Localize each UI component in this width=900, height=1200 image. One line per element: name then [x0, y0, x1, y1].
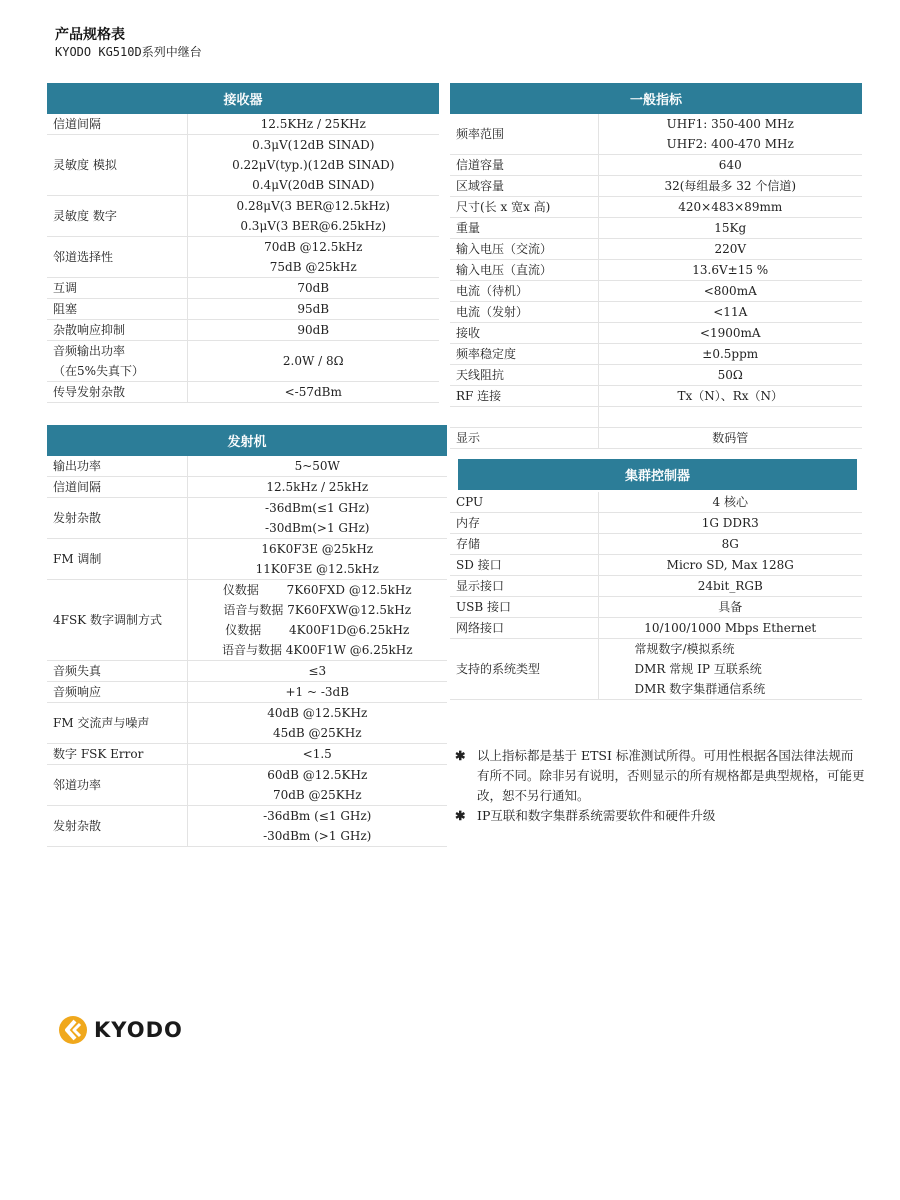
spec-label-line: 输出功率 [53, 459, 102, 473]
spec-label [47, 539, 187, 580]
spec-label-line: 电流（待机） [456, 284, 529, 298]
spec-label [450, 576, 598, 597]
receiver-table [47, 114, 439, 403]
spec-label-line: （在5%失真下） [53, 364, 145, 378]
spec-value-line: 12.5KHz / 25KHz [260, 117, 366, 131]
spec-value [187, 341, 439, 382]
spec-label-line: CPU [456, 495, 484, 509]
document-title: 产品规格表 [55, 27, 125, 43]
spec-row [47, 703, 447, 744]
spec-row [450, 618, 862, 639]
spec-label-line [456, 407, 592, 427]
cluster-table [450, 492, 862, 700]
spec-value-line: 45dB @25KHz [272, 726, 362, 740]
spec-label-line: 输入电压（直流） [456, 263, 553, 277]
spec-label [47, 765, 187, 806]
spec-label-line: 显示 [456, 431, 481, 445]
spec-label-line: 电流（发射） [456, 305, 529, 319]
spec-value [598, 365, 862, 386]
spec-value-line: 95dB [297, 302, 330, 316]
kyodo-logo-text: KYODO [94, 1018, 183, 1042]
spec-row [450, 513, 862, 534]
spec-value [598, 639, 862, 700]
spec-label [450, 114, 598, 155]
spec-value [598, 407, 862, 428]
spec-value-line: 常规数字/模拟系统 [634, 642, 735, 656]
spec-value-line: 0.3μV(12dB SINAD) [252, 138, 375, 152]
spec-value-line: 0.28μV(3 BER@12.5kHz) [236, 199, 390, 213]
spec-value [598, 302, 862, 323]
spec-value-line: Micro SD, Max 128G [666, 558, 794, 572]
spec-row [450, 365, 862, 386]
spec-label [47, 341, 187, 382]
spec-value [598, 176, 862, 197]
spec-value-line: <1.5 [302, 747, 332, 761]
transmitter-table [47, 456, 447, 847]
spec-value [187, 744, 447, 765]
spec-label [450, 492, 598, 513]
spec-value [187, 299, 439, 320]
spec-value [187, 114, 439, 135]
spec-row [47, 539, 447, 580]
spec-label-line: 信道间隔 [53, 480, 102, 494]
spec-label [47, 498, 187, 539]
spec-value-line: Tx（N）、Rx（N） [677, 389, 784, 403]
spec-value-line: 4 核心 [712, 495, 748, 509]
spec-row [450, 114, 862, 155]
spec-row [450, 555, 862, 576]
spec-value-line: 24bit_RGB [697, 579, 763, 593]
spec-row [47, 498, 447, 539]
spec-value [598, 197, 862, 218]
spec-row [450, 218, 862, 239]
spec-value-line: 0.4μV(20dB SINAD) [252, 178, 375, 192]
spec-row [450, 407, 862, 428]
spec-value-line [605, 407, 857, 427]
spec-value [187, 765, 447, 806]
spec-label [47, 806, 187, 847]
spec-value-line: 50Ω [717, 368, 743, 382]
spec-value [598, 114, 862, 155]
general-panel [450, 83, 862, 449]
spec-label [47, 320, 187, 341]
spec-value-line: 仪数据 7K60FXD @12.5kHz [222, 583, 412, 597]
spec-value [598, 576, 862, 597]
spec-value-line: -30dBm (>1 GHz) [263, 829, 372, 843]
spec-row [450, 492, 862, 513]
asterisk-icon: ✱ [455, 748, 466, 763]
spec-value [598, 428, 862, 449]
spec-value [187, 135, 439, 196]
spec-value [598, 618, 862, 639]
spec-label [450, 639, 598, 700]
kyodo-logo [58, 1015, 183, 1045]
spec-value-line: 13.6V±15 % [692, 263, 769, 277]
spec-value-line: 语音与数据 7K60FXW@12.5kHz [223, 603, 412, 617]
spec-label [47, 135, 187, 196]
spec-label-line: 互调 [53, 281, 78, 295]
spec-label [47, 477, 187, 498]
spec-value-line: 0.3μV(3 BER@6.25kHz) [240, 219, 387, 233]
spec-row [47, 278, 439, 299]
spec-label-line: 数字 FSK Error [53, 747, 144, 761]
spec-label-line: 发射杂散 [53, 819, 102, 833]
general-table [450, 114, 862, 449]
footnotes [455, 746, 865, 826]
kyodo-logo-icon [58, 1015, 88, 1045]
footnote-item [455, 806, 865, 826]
spec-label-line: 阻塞 [53, 302, 78, 316]
spec-row [47, 744, 447, 765]
spec-label-line: 支持的系统类型 [456, 662, 541, 676]
spec-label-line: 4FSK 数字调制方式 [53, 613, 162, 627]
spec-value [187, 382, 439, 403]
spec-value-line: 11K0F3E @12.5kHz [255, 562, 379, 576]
spec-label [450, 344, 598, 365]
spec-label [450, 302, 598, 323]
spec-label-line: 邻道选择性 [53, 250, 114, 264]
spec-label-line: 音频响应 [53, 685, 102, 699]
spec-label [450, 407, 598, 428]
spec-row [47, 135, 439, 196]
spec-value-line: <800mA [703, 284, 757, 298]
spec-value-line: DMR 常规 IP 互联系统 [634, 662, 762, 676]
spec-label-line: 重量 [456, 221, 481, 235]
spec-value-line: UHF2: 400-470 MHz [666, 137, 794, 151]
spec-value-line: 数码管 [712, 431, 749, 445]
spec-label [450, 260, 598, 281]
spec-value [598, 218, 862, 239]
spec-label-line: 信道容量 [456, 158, 505, 172]
spec-label-line: 发射杂散 [53, 511, 102, 525]
spec-row [450, 260, 862, 281]
spec-row [450, 534, 862, 555]
spec-row [450, 155, 862, 176]
spec-label [450, 281, 598, 302]
spec-value-line: UHF1: 350-400 MHz [666, 117, 794, 131]
spec-label-line: RF 连接 [456, 389, 502, 403]
spec-value-line: <11A [713, 305, 748, 319]
spec-row [450, 323, 862, 344]
spec-value [187, 237, 439, 278]
spec-label [47, 196, 187, 237]
spec-row [450, 302, 862, 323]
spec-value-line: 70dB [297, 281, 330, 295]
spec-label [47, 703, 187, 744]
spec-row [450, 197, 862, 218]
spec-value-line: 90dB [297, 323, 330, 337]
spec-row [47, 661, 447, 682]
spec-value [598, 281, 862, 302]
spec-value [598, 555, 862, 576]
spec-label [450, 176, 598, 197]
spec-value [187, 682, 447, 703]
spec-label [47, 661, 187, 682]
spec-label-line: 显示接口 [456, 579, 505, 593]
spec-label-line: 存储 [456, 537, 481, 551]
spec-value [598, 239, 862, 260]
spec-value-line: 15Kg [714, 221, 747, 235]
receiver-panel [47, 83, 439, 403]
spec-label [47, 299, 187, 320]
spec-label [450, 323, 598, 344]
spec-value [598, 344, 862, 365]
spec-value-line: 10/100/1000 Mbps Ethernet [644, 621, 817, 635]
spec-value-line: 仪数据 4K00F1D@6.25kHz [225, 623, 410, 637]
spec-value-line: 420×483×89mm [678, 200, 783, 214]
spec-value-line: +1 ~ -3dB [285, 685, 350, 699]
cluster-panel [450, 459, 862, 700]
spec-value [598, 597, 862, 618]
spec-value [598, 323, 862, 344]
spec-label [450, 618, 598, 639]
spec-value-line: 70dB @25KHz [272, 788, 362, 802]
spec-value-line: 具备 [718, 600, 743, 614]
spec-row [47, 341, 439, 382]
general-header: 一般指标 [450, 83, 862, 114]
spec-row [47, 580, 447, 661]
spec-value-line: 语音与数据 4K00F1W @6.25kHz [221, 643, 413, 657]
spec-value [187, 456, 447, 477]
spec-row [47, 806, 447, 847]
spec-label-line: 灵敏度 数字 [53, 209, 117, 223]
spec-label [47, 744, 187, 765]
spec-row [450, 344, 862, 365]
spec-label-line: 信道间隔 [53, 117, 102, 131]
spec-value-line: 5~50W [294, 459, 340, 473]
spec-row [450, 239, 862, 260]
spec-label-line: 传导发射杂散 [53, 385, 126, 399]
spec-label [450, 155, 598, 176]
spec-row [450, 597, 862, 618]
footnote-text: IP互联和数字集群系统需要软件和硬件升级 [477, 808, 716, 823]
cluster-header: 集群控制器 [458, 459, 857, 490]
spec-label-line: 区域容量 [456, 179, 505, 193]
spec-row [450, 281, 862, 302]
spec-value [187, 498, 447, 539]
spec-value [187, 661, 447, 682]
spec-label [450, 386, 598, 407]
spec-value-line: DMR 数字集群通信系统 [634, 682, 766, 696]
spec-value-line: 0.22μV(typ.)(12dB SINAD) [232, 158, 395, 172]
spec-label [450, 197, 598, 218]
spec-value [187, 477, 447, 498]
spec-row [450, 639, 862, 700]
spec-label-line: 输入电压（交流） [456, 242, 553, 256]
spec-value [598, 155, 862, 176]
spec-row [450, 386, 862, 407]
spec-label [450, 597, 598, 618]
spec-label-line: 灵敏度 模拟 [53, 158, 117, 172]
spec-value-line: 75dB @25kHz [269, 260, 357, 274]
spec-row [47, 114, 439, 135]
spec-label [47, 278, 187, 299]
spec-value-line: ≤3 [308, 664, 327, 678]
spec-row [47, 196, 439, 237]
spec-label-line: 音频输出功率 [53, 344, 126, 358]
spec-label-line: FM 调制 [53, 552, 102, 566]
spec-row [450, 576, 862, 597]
spec-value [187, 806, 447, 847]
spec-label-line: 天线阻抗 [456, 368, 505, 382]
spec-label [47, 580, 187, 661]
spec-label [450, 555, 598, 576]
spec-row [47, 237, 439, 278]
spec-label-line: 接收 [456, 326, 481, 340]
spec-row [47, 765, 447, 806]
spec-value [187, 539, 447, 580]
spec-row [47, 682, 447, 703]
spec-value-line: 70dB @12.5kHz [264, 240, 363, 254]
footnote-item [455, 746, 865, 806]
spec-label [47, 114, 187, 135]
spec-label [450, 534, 598, 555]
spec-row [47, 299, 439, 320]
spec-row [450, 428, 862, 449]
spec-row [47, 382, 439, 403]
spec-label-line: 内存 [456, 516, 481, 530]
spec-value-line: 8G [721, 537, 739, 551]
spec-value-line: <-57dBm [284, 385, 342, 399]
spec-label-line: 杂散响应抑制 [53, 323, 126, 337]
spec-row [47, 320, 439, 341]
spec-value-line: <1900mA [699, 326, 761, 340]
spec-row [47, 477, 447, 498]
spec-label [450, 218, 598, 239]
asterisk-icon: ✱ [455, 808, 466, 823]
spec-value-line: 220V [714, 242, 747, 256]
spec-label [47, 456, 187, 477]
spec-value [187, 196, 439, 237]
spec-label [450, 239, 598, 260]
spec-label [450, 513, 598, 534]
spec-value [187, 580, 447, 661]
spec-value-line: 2.0W / 8Ω [282, 354, 344, 368]
spec-label [47, 237, 187, 278]
spec-value [598, 492, 862, 513]
spec-value [598, 513, 862, 534]
spec-label-line: 频率范围 [456, 127, 505, 141]
spec-value [187, 278, 439, 299]
spec-row [47, 456, 447, 477]
spec-value-line: -36dBm (≤1 GHz) [263, 809, 372, 823]
spec-label-line: USB 接口 [456, 600, 511, 614]
receiver-header: 接收器 [47, 83, 439, 114]
spec-label [47, 382, 187, 403]
spec-value-line: 1G DDR3 [701, 516, 759, 530]
transmitter-panel [47, 425, 447, 847]
spec-label [450, 428, 598, 449]
spec-label [450, 365, 598, 386]
spec-row [450, 176, 862, 197]
spec-label-line: FM 交流声与噪声 [53, 716, 150, 730]
spec-label-line: 频率稳定度 [456, 347, 517, 361]
spec-value-line: 12.5kHz / 25kHz [266, 480, 369, 494]
spec-value [187, 703, 447, 744]
spec-label [47, 682, 187, 703]
document-subtitle: KYODO KG510D系列中继台 [55, 45, 202, 59]
spec-label-line: 尺寸(长 x 宽x 高) [456, 200, 551, 214]
spec-value-line: 32(每组最多 32 个信道) [664, 179, 797, 193]
spec-value-line: -36dBm(≤1 GHz) [265, 501, 370, 515]
spec-value-line: -30dBm(>1 GHz) [265, 521, 370, 535]
spec-value [598, 260, 862, 281]
transmitter-header: 发射机 [47, 425, 447, 456]
spec-value-line: 40dB @12.5KHz [267, 706, 368, 720]
spec-label-line: SD 接口 [456, 558, 502, 572]
spec-value-line: ±0.5ppm [702, 347, 759, 361]
spec-label-line: 网络接口 [456, 621, 505, 635]
spec-label-line: 音频失真 [53, 664, 102, 678]
spec-value-line: 60dB @12.5KHz [267, 768, 368, 782]
spec-value [187, 320, 439, 341]
spec-value [598, 534, 862, 555]
spec-label-line: 邻道功率 [53, 778, 102, 792]
spec-value [598, 386, 862, 407]
footnote-text: 以上指标都是基于 ETSI 标准测试所得。可用性根据各国法律法规而有所不同。除非另有说明，否则显示的所有规格都是典型规格，可能更改，恕不另行通知。 [477, 748, 865, 803]
spec-value-line: 16K0F3E @25kHz [261, 542, 374, 556]
spec-value-line: 640 [718, 158, 742, 172]
